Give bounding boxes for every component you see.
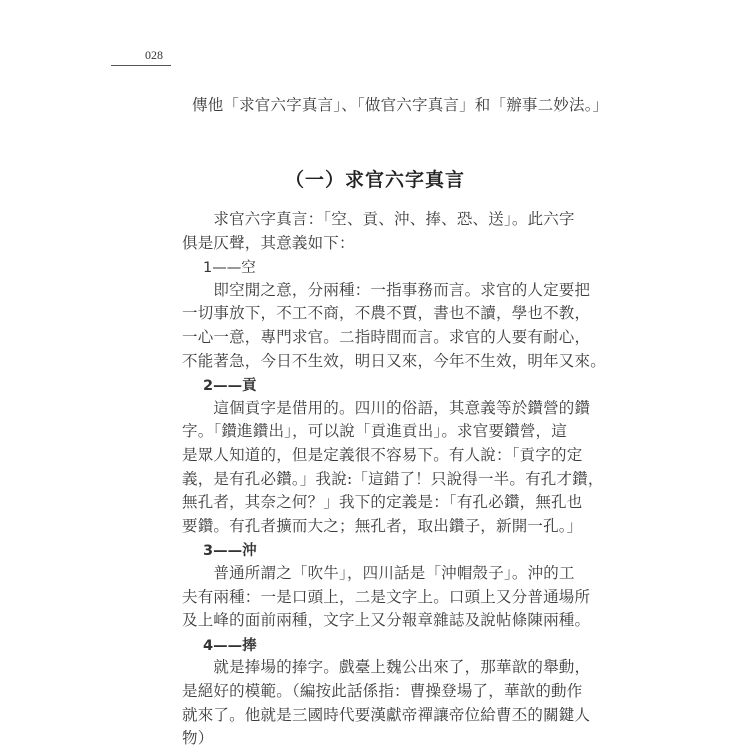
item-label: 3——沖: [203, 543, 257, 560]
item-label: 4——捧: [203, 637, 257, 654]
text-line: 是眾人知道的，但是定義很不容易下。有人說：「貢字的定: [182, 446, 583, 464]
text-line: 要鑽。有孔者擴而大之；無孔者，取出鑽子，新開一孔。」: [182, 516, 583, 535]
page-number: 028: [145, 48, 163, 62]
text-line: 夫有兩種：一是口頭上，二是文字上。口頭上又分普通場所: [182, 587, 591, 606]
text-line: 字。「鑽進鑽出」，可以說「貢進貢出」。求官要鑽營，這: [182, 422, 567, 441]
item-label: 1——空: [203, 260, 256, 277]
text-line: 俱是仄聲，其意義如下：: [182, 233, 355, 252]
header-rule: [111, 65, 171, 66]
section-heading: （一）求官六字真言: [284, 169, 465, 191]
text-line: 就來了。他就是三國時代要漢獻帝禪讓帝位給曹丕的關鍵人: [182, 705, 591, 724]
text-line: 普通所謂之「吹牛」，四川話是「沖帽殼子」。沖的工: [182, 564, 575, 582]
text-line: 這個貢字是借用的。四川的俗語，其意義等於鑽營的鑽: [182, 398, 591, 417]
text-line: 一切事放下，不工不商，不農不賈，書也不讀，學也不教，: [182, 304, 591, 323]
text-line: 是絕好的模範。（編按此話係指：曹操登場了，華歆的動作: [182, 682, 583, 700]
text-line: 物）: [182, 729, 214, 748]
text-line: 即空閒之意，分兩種：一指事務而言。求官的人定要把: [182, 280, 591, 299]
text-line: 及上峰的面前兩種，文字上又分報章雜誌及說帖條陳兩種。: [182, 611, 591, 630]
item-label: 2——貢: [203, 378, 257, 395]
text-line: 求官六字真言：「空、貢、沖、捧、恐、送」。此六字: [182, 210, 575, 228]
text-line: 無孔者，其奈之何？」我下的定義是：「有孔必鑽，無孔也: [182, 493, 583, 512]
text-line: 不能著急，今日不生效，明日又來，今年不生效，明年又來。: [182, 351, 606, 370]
text-line: 一心一意，專門求官。二指時間而言。求官的人要有耐心，: [182, 328, 591, 346]
text-line: 就是捧場的捧字。戲臺上魏公出來了，那華歆的舉動，: [182, 658, 591, 677]
text-line: 義，是有孔必鑽。」我說:「這錯了！只說得一半。有孔才鑽，: [182, 469, 604, 488]
intro-line: 傳他「求官六字真言」、「做官六字真言」和「辦事二妙法。」: [192, 96, 609, 114]
